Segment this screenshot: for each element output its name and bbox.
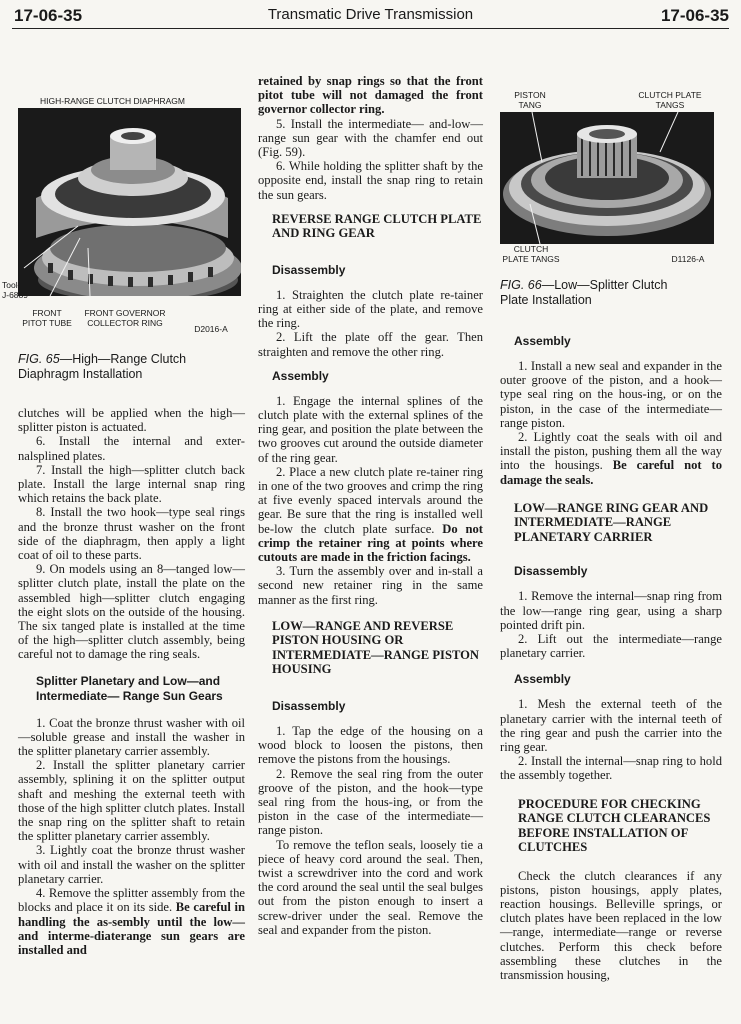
fig65-label-tool-line1: Tool— <box>2 280 27 290</box>
fig65-label-front-pitot <box>18 308 76 328</box>
col1-subheading-splitter: Splitter Planetary and Low—and Intermediate— Range Sun Gears <box>36 673 223 703</box>
col1-step-7: 7. Install the high—splitter clutch back plate. Install the large internal snap ring which retains the back plate. <box>18 462 245 506</box>
col2-asm-step-3: 3. Turn the assembly over and in-stall a second new retainer ring in the same manner as the first ring. <box>258 564 483 607</box>
col2-asm-step-2 <box>258 465 483 564</box>
fig65-caption-number: FIG. 65 <box>18 352 60 366</box>
fig65-label-tool <box>2 280 42 300</box>
col3-subheading-disassembly: Disassembly <box>514 564 588 579</box>
col3-dis-step-1: 1. Remove the internal—snap ring from the low—range ring gear, using a sharp pointed drift pin. <box>500 589 722 632</box>
col2-asm-step-1: 1. Engage the internal splines of the clutch plate with the external splines of the ring gear, and position the plate between the two grooves cut around the outside diameter of the ring gear. <box>258 393 483 465</box>
page-number-left: 17-06-35 <box>14 6 83 25</box>
fig66-caption <box>500 278 722 308</box>
col2-step-6: 6. While holding the splitter shaft by the opposite end, install the snap ring to retain the sun gears. <box>258 159 483 202</box>
col3-heading-ring-gear: LOW—RANGE RING GEAR AND INTERMEDIATE—RANGE PLANETARY CARRIER <box>514 500 709 544</box>
fig66-code: D1126-A <box>671 254 705 264</box>
col3-subheading-assembly-1: Assembly <box>514 334 571 348</box>
col2-subheading-disassembly-2: Disassembly <box>272 698 346 713</box>
col1-sun-step-3: 3. Lightly coat the bronze thrust washer with oil and install the washer on the splitter planetary carrier. <box>18 843 245 886</box>
fig65-label-front-governor-line2: COLLECTOR RING <box>87 318 163 328</box>
col2-dis-step-2: 2. Lift the plate off the gear. Then straighten and remove the other ring. <box>258 330 483 359</box>
column-1 <box>18 406 245 957</box>
col1-sun-step-4-caution: Be careful in handling the as-sembly until the low— and interme-diaterange sun gears are installed and <box>18 900 245 957</box>
col2-asm-step-2-text: 2. Place a new clutch plate re-tainer ring in one of the two grooves and crimp the ring at five evenly spaced intervals around the gear. Be sure that the ring is installed well be-low the clutch plate surface. <box>258 464 483 536</box>
col2-caution-continued: retained by snap rings so that the front pitot tube will not damaged the front governor collector ring. <box>258 74 483 117</box>
col3-asm2-step-2: 2. Install the internal—snap ring to hold the assembly together. <box>500 754 722 783</box>
fig66-caption-text1: —Low—Splitter Clutch <box>541 278 668 292</box>
col3-asm-step-2-text: 2. Lightly coat the seals with oil and install the piston, pushing them all the way into the housings. <box>500 430 722 473</box>
col2-subheading-assembly-1: Assembly <box>272 368 329 383</box>
col3-heading-procedure: PROCEDURE FOR CHECKING RANGE CLUTCH CLEARANCES BEFORE INSTALLATION OF CLUTCHES <box>518 796 711 855</box>
col2-heading-low-range: LOW—RANGE AND REVERSE PISTON HOUSING OR INTERMEDIATE—RANGE PISTON HOUSING <box>272 618 480 677</box>
col3-asm-step-2 <box>500 430 722 487</box>
col3-asm2-step-1: 1. Mesh the external teeth of the planetary carrier with the internal teeth of the ring gear and push the carrier into the ring gear. <box>500 697 722 754</box>
page-title: Transmatic Drive Transmission <box>267 6 474 23</box>
col2-heading-reverse-range: REVERSE RANGE CLUTCH PLATE AND RING GEAR <box>272 211 482 241</box>
col1-sun-step-1: 1. Coat the bronze thrust washer with oil—soluble grease and install the washer in the splitter planetary carrier assembly. <box>18 715 245 759</box>
fig65-caption-text2: Diaphragm Installation <box>18 367 143 381</box>
col2-dis2-step-2: 2. Remove the seal ring from the outer groove of the piston, and the hook—type seal ring from the hous-ing, or from the piston in the case of the intermediate—range piston. <box>258 766 483 838</box>
col2-asm-step-2-caution: Do not crimp the retainer ring at points where cutouts are made in the friction facings. <box>258 521 483 565</box>
col1-step-8: 8. Install the two hook—type seal rings and the bronze thrust washer on the front side of the diaphragm, then apply a light coat of oil to these parts. <box>18 505 245 563</box>
fig66-label-clutch-line2: TANGS <box>655 100 685 110</box>
fig65-code: D2016-A <box>194 324 228 334</box>
fig66-label-bottom-line1: CLUTCH <box>513 244 549 254</box>
fig66-label-piston-tang <box>500 90 560 110</box>
column-2 <box>258 74 483 937</box>
col2-step-5: 5. Install the intermediate— and-low—range sun gear with the chamfer end out (Fig. 59). <box>258 116 483 160</box>
fig66-caption-text2: Plate Installation <box>500 293 592 307</box>
fig66-label-bottom-line2: PLATE TANGS <box>502 254 560 264</box>
col3-procedure-text: Check the clutch clearances if any pistons, piston housings, apply plates, reaction housings. Belleville springs, or clutch plates have been replaced in the low—range, intermediate—range or reverse clutches. Perform this check before assembling these clutches in the transmission housing, <box>500 868 722 982</box>
col1-sun-step-4-text: 4. Remove the splitter assembly from the blocks and place it on its side. <box>18 886 245 915</box>
fig65-label-front-pitot-line1: FRONT <box>32 308 62 318</box>
fig65-label-diaphragm: HIGH-RANGE CLUTCH DIAPHRAGM <box>40 96 185 106</box>
col2-para-continued <box>258 74 483 117</box>
fig66-caption-number: FIG. 66 <box>500 278 542 292</box>
fig65-label-tool-line2: J-6889 <box>2 290 28 300</box>
col2-subheading-disassembly-1: Disassembly <box>272 262 346 277</box>
fig66-label-clutch-plate-tangs <box>630 90 710 110</box>
col2-dis-step-1: 1. Straighten the clutch plate re-tainer ring at either side of the plate, and remove the ring. <box>258 287 483 331</box>
col1-step-9: 9. On models using an 8—tanged low—splitter clutch plate, install the plate on the assembled high—splitter clutch engaging the eight slots on the outside of the housing. The six tanged plate is installed at the time of the high—splitter clutch assembly, being careful not to damage the ring seals. <box>18 562 245 662</box>
page-number-right: 17-06-35 <box>660 6 729 25</box>
fig66-label-piston-line2: TANG <box>518 100 542 110</box>
fig65-caption-text1: —High—Range Clutch <box>59 352 187 366</box>
col3-subheading-assembly-2: Assembly <box>514 672 571 687</box>
col1-sun-step-4 <box>18 886 245 957</box>
column-3 <box>500 334 722 982</box>
fig66-label-piston-line1: PISTON <box>514 90 546 100</box>
fig66-photo <box>500 112 714 244</box>
fig65-label-front-pitot-line2: PITOT TUBE <box>22 318 72 328</box>
col1-step-6: 6. Install the internal and exter-nalsplined plates. <box>18 434 245 463</box>
fig65-caption <box>18 352 243 382</box>
col3-asm-step-1: 1. Install a new seal and expander in the outer groove of the piston, and a hook—type seal ring on the hous-ing, or on the piston, in the case of the intermediate—range piston. <box>500 359 722 430</box>
col1-sun-step-2: 2. Install the splitter planetary carrier assembly, splining it on the splitter output shaft and meshing the external teeth with those of the high splitter clutch plates. Install the snap ring on the splitter shaft to retain the splitter planetary carrier assembly. <box>18 758 245 844</box>
fig65-label-front-governor-line1: FRONT GOVERNOR <box>84 308 166 318</box>
col3-dis-step-2: 2. Lift out the intermediate—range planetary carrier. <box>500 631 722 661</box>
fig66-label-bottom-tangs <box>500 244 562 264</box>
col1-para-continued: clutches will be applied when the high—splitter piston is actuated. <box>18 406 245 435</box>
fig65-label-front-governor <box>80 308 170 328</box>
fig65-photo <box>18 108 241 296</box>
col3-asm-step-2-caution: Be careful not to damage the seals. <box>500 458 722 487</box>
header-rule <box>12 28 729 29</box>
col2-dis2-teflon: To remove the teflon seals, loosely tie a piece of heavy cord around the seal. Then, twist a screwdriver into the cord and work the cord around the seal until the seal bulges out from the piston enough to insert a screw-driver under the seal. Remove the seal and expander from the piston. <box>258 837 483 937</box>
page-header <box>0 6 741 28</box>
fig66-label-clutch-line1: CLUTCH PLATE <box>638 90 702 100</box>
col2-dis2-step-1: 1. Tap the edge of the housing on a wood block to loosen the pistons, then remove the pistons from the housings. <box>258 723 483 767</box>
